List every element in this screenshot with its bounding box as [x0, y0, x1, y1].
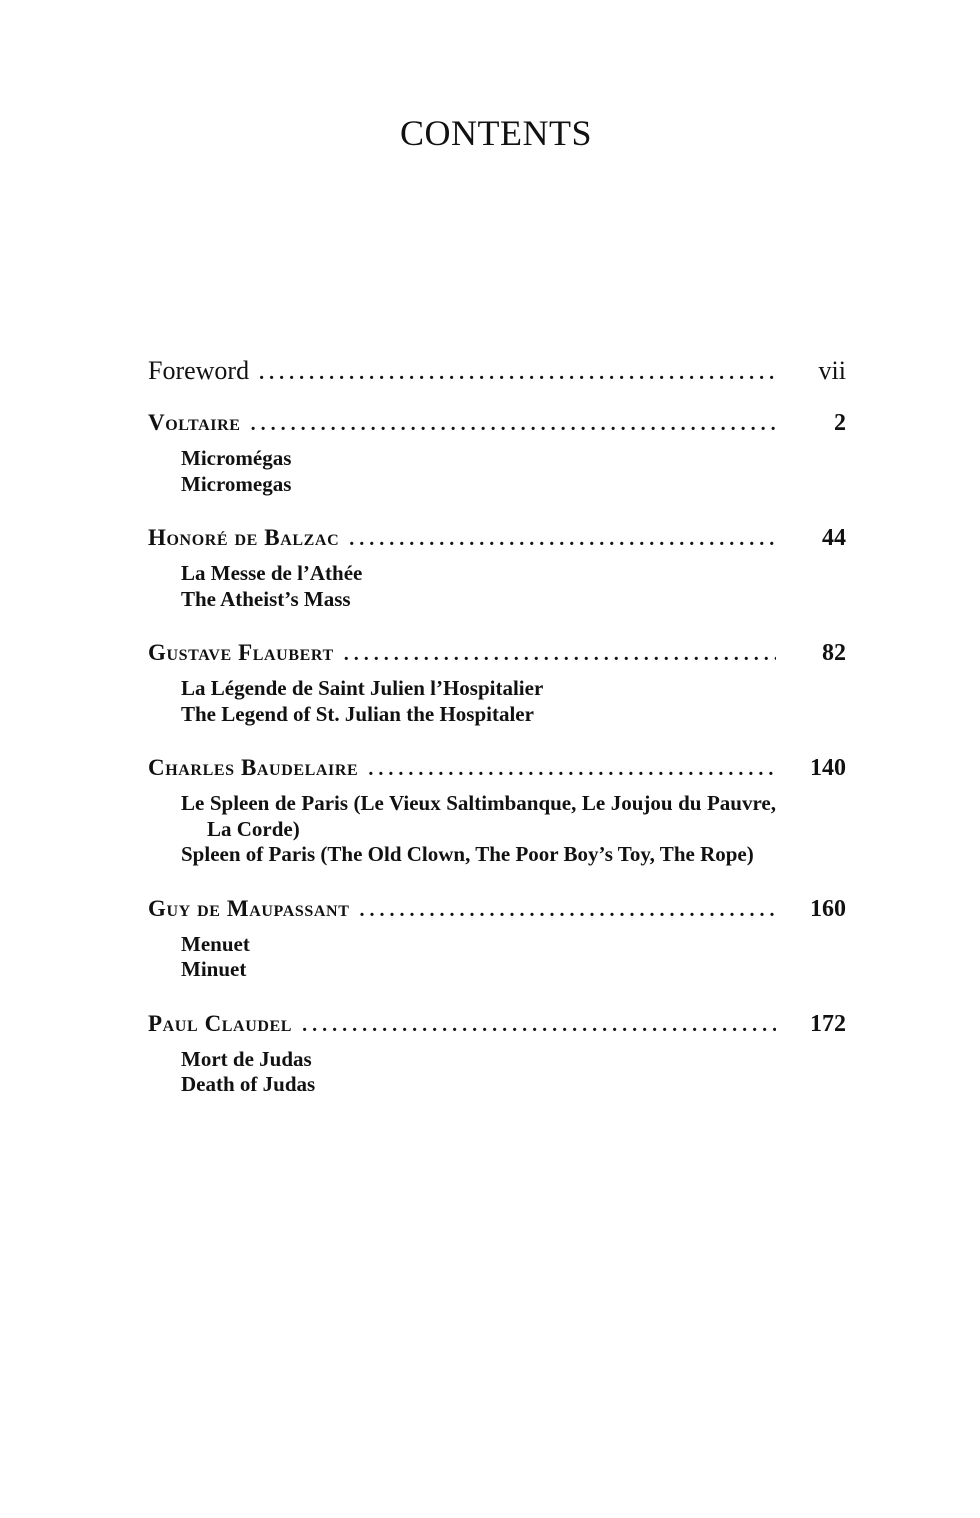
work-titles [148, 676, 846, 727]
original-title: Micromégas [181, 446, 292, 470]
dot-leader [359, 889, 776, 931]
page-number: 160 [810, 895, 846, 922]
work-titles [148, 1047, 846, 1098]
page-number: 172 [810, 1010, 846, 1037]
page-number: vii [818, 356, 846, 385]
toc-entry-voltaire [148, 402, 846, 497]
page-number: 2 [834, 410, 846, 436]
author-name: Paul Claudel [148, 1010, 293, 1036]
toc-entry-flaubert [148, 632, 846, 727]
page-number: 82 [822, 640, 846, 666]
page-number: 44 [822, 525, 846, 551]
dot-leader [302, 1004, 776, 1046]
dot-leader [251, 403, 776, 445]
toc-entry-maupassant [148, 888, 846, 983]
author-name: Guy de Maupassant [148, 895, 350, 921]
author-name: Voltaire [148, 410, 241, 435]
table-of-contents [148, 350, 846, 1098]
author-name: Gustave Flaubert [148, 640, 334, 665]
author-name: Honoré de Balzac [148, 525, 340, 550]
original-title: Le Spleen de Paris (Le Vieux Saltimbanque, Le Joujou du Pauvre, La Corde) [181, 791, 776, 841]
work-titles [148, 791, 846, 868]
translated-title: The Atheist’s Mass [181, 586, 351, 611]
dot-leader [259, 352, 776, 394]
dot-leader [368, 748, 776, 790]
author-name: Charles Baudelaire [148, 755, 359, 780]
original-title: La Légende de Saint Julien l’Hospitalier [181, 676, 544, 700]
work-titles [148, 446, 846, 497]
dot-leader [349, 518, 776, 560]
toc-entry-foreword [148, 350, 846, 392]
translated-title: Micromegas [181, 471, 292, 496]
page-number: 140 [810, 755, 846, 781]
original-title: Menuet [181, 931, 250, 956]
translated-title: The Legend of St. Julian the Hospitaler [181, 701, 534, 726]
original-title: La Messe de l’Athée [181, 561, 363, 585]
translated-title: Minuet [181, 957, 247, 981]
entry-title: Foreword [148, 356, 250, 385]
work-titles [148, 932, 846, 983]
work-titles [148, 561, 846, 612]
translated-title: Spleen of Paris (The Old Clown, The Poor Boy’s Toy, The Rope) [181, 842, 754, 866]
toc-entry-claudel [148, 1003, 846, 1098]
dot-leader [344, 633, 776, 675]
page-title: CONTENTS [400, 113, 592, 153]
translated-title: Death of Judas [181, 1072, 316, 1096]
toc-entry-baudelaire [148, 747, 846, 868]
toc-entry-balzac [148, 517, 846, 612]
original-title: Mort de Judas [181, 1046, 312, 1071]
